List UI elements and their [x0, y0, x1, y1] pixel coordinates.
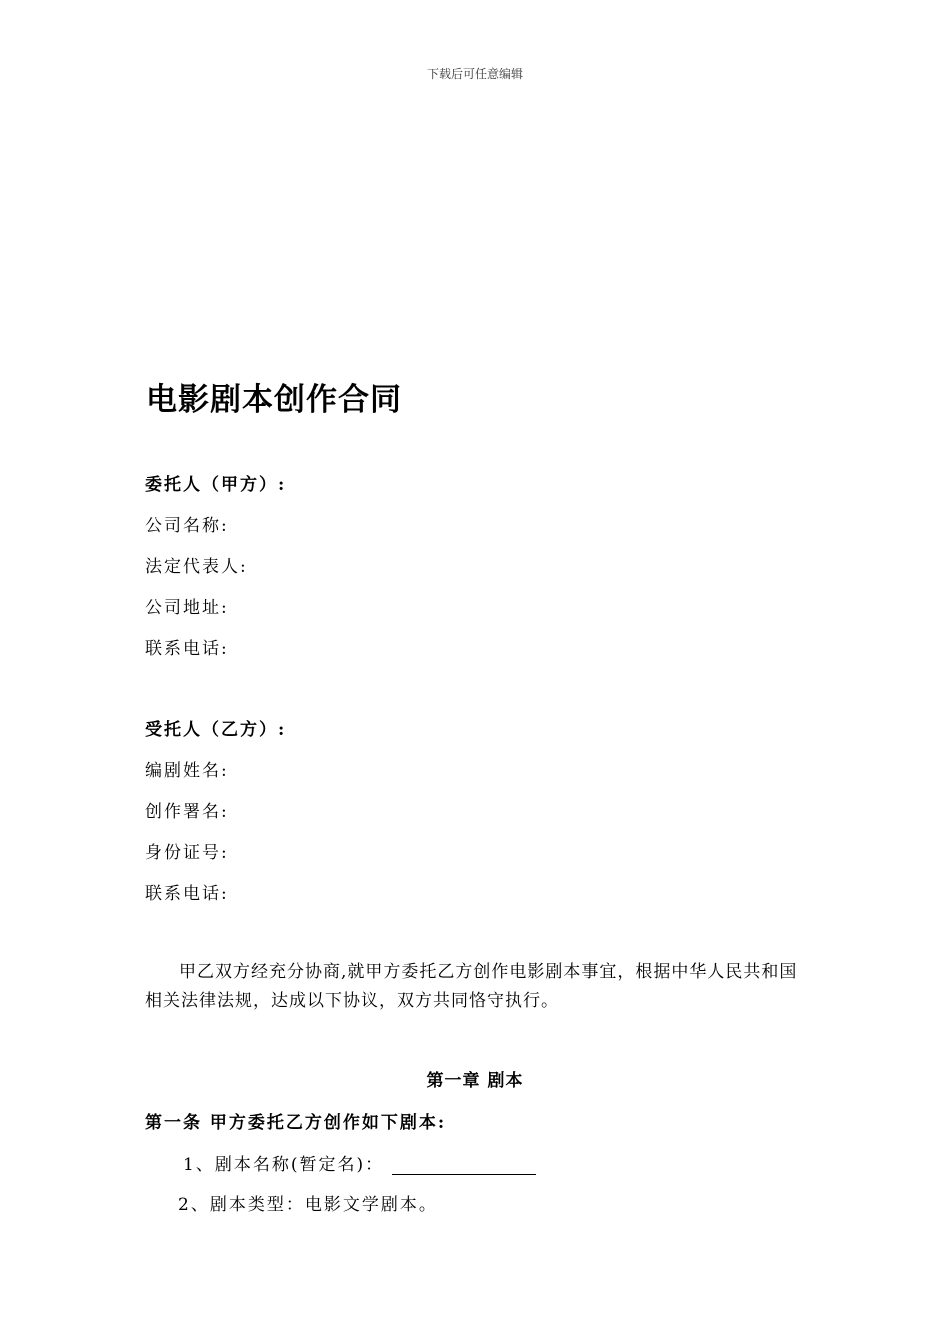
party-b-writer-name: 编剧姓名:	[145, 761, 229, 781]
contract-title: 电影剧本创作合同	[146, 382, 402, 418]
item-script-type: 2、剧本类型：电影文学剧本。	[178, 1195, 438, 1215]
party-b-heading: 受托人（乙方）:	[145, 720, 287, 740]
item-script-name	[183, 1150, 536, 1175]
chapter-title: 第一章 剧本	[426, 1071, 524, 1091]
party-b-phone: 联系电话:	[145, 884, 229, 904]
header-note: 下载后可任意编辑	[426, 67, 523, 81]
party-a-phone: 联系电话:	[145, 639, 229, 659]
intro-paragraph: 甲乙双方经充分协商,就甲方委托乙方创作电影剧本事宜，根据中华人民共和国相关法律法规，达成以下协议，双方共同恪守执行。	[145, 962, 798, 1011]
party-b-credit-name: 创作署名:	[145, 802, 229, 822]
item-script-name-label: 1、剧本名称(暂定名)：	[183, 1155, 385, 1175]
party-a-legal-representative: 法定代表人:	[145, 557, 248, 577]
article-title: 第一条 甲方委托乙方创作如下剧本:	[145, 1113, 447, 1133]
party-a-heading: 委托人（甲方）:	[145, 475, 287, 495]
party-b-id-number: 身份证号:	[145, 843, 229, 863]
party-a-company-address: 公司地址:	[145, 598, 229, 618]
script-name-blank[interactable]	[392, 1156, 536, 1175]
party-a-company-name: 公司名称:	[145, 516, 229, 536]
